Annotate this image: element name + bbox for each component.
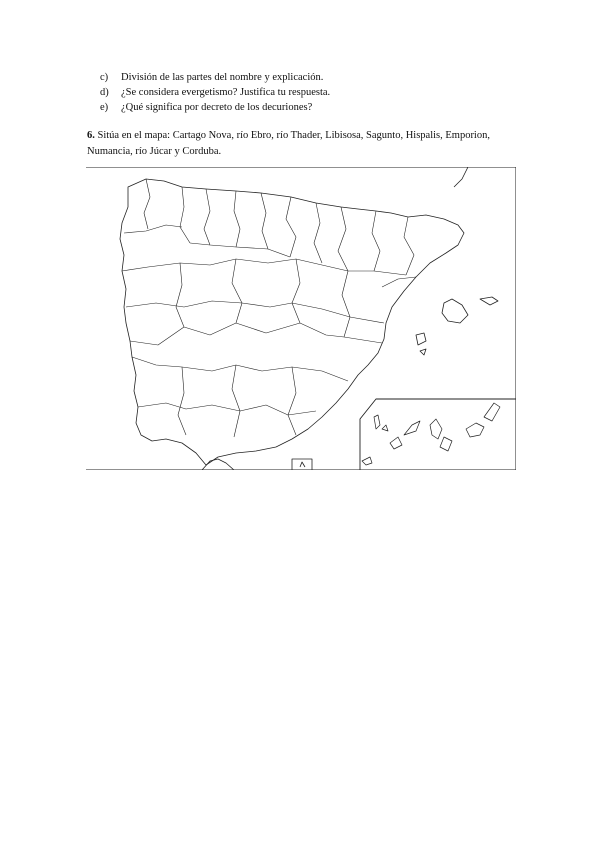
- balearic-mallorca: [442, 299, 468, 323]
- question-text: ¿Se considera evergetismo? Justifica tu respuesta.: [121, 87, 331, 98]
- question-text: División de las partes del nombre y explicación.: [121, 72, 324, 83]
- canary-inset-frame: [360, 399, 516, 470]
- north-africa-coast: [202, 459, 234, 470]
- province-borders: [122, 179, 416, 437]
- question-letter: c): [100, 72, 109, 83]
- question-d: [100, 85, 330, 100]
- iberia-blank-map: [86, 167, 516, 470]
- balearic-menorca: [480, 297, 498, 305]
- alboran-marker: [292, 459, 312, 470]
- canary-islands: [362, 403, 500, 465]
- question-text: ¿Qué significa por decreto de los decuriones?: [121, 102, 313, 113]
- peninsula-outline: [120, 179, 464, 465]
- question-letter: d): [100, 87, 109, 98]
- task-instructions: Sitúa en el mapa: Cartago Nova, río Ebro, río Thader, Libisosa, Sagunto, Hispalis, Emporion, Numancia, río Júcar y Corduba.: [87, 130, 490, 157]
- france-coast: [454, 167, 468, 187]
- question-letter: e): [100, 102, 109, 113]
- balearic-ibiza: [416, 333, 426, 345]
- task-6: [87, 128, 522, 160]
- balearic-formentera: [420, 349, 426, 355]
- question-list: [100, 70, 330, 115]
- task-number: 6.: [87, 130, 95, 141]
- question-e: [100, 100, 330, 115]
- map-frame: [86, 167, 516, 470]
- question-c: [100, 70, 330, 85]
